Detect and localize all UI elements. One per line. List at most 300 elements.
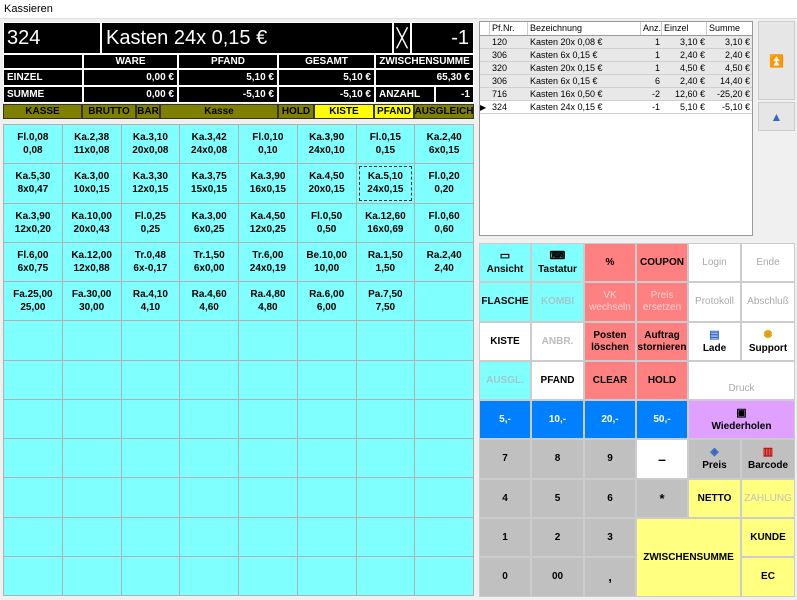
product-button[interactable]: [4, 204, 62, 242]
digit-2-button[interactable]: 2: [531, 518, 584, 557]
product-button[interactable]: [239, 243, 297, 281]
empty-product-slot[interactable]: [239, 321, 297, 359]
product-label: Fl.0,08: [17, 132, 49, 144]
empty-product-slot[interactable]: [180, 557, 238, 595]
empty-product-slot[interactable]: [357, 361, 415, 399]
empty-product-slot[interactable]: [63, 400, 121, 438]
zwischensumme-button[interactable]: ZWISCHENSUMME: [636, 518, 741, 597]
marker-col: [480, 22, 490, 35]
einzel-ware: 0,00 €: [83, 69, 178, 86]
table-cell: Kasten 16x 0,50 €: [530, 89, 603, 99]
empty-product-slot[interactable]: [357, 439, 415, 477]
header-blank: [3, 54, 83, 69]
receipt-table: [479, 21, 753, 236]
product-detail: 11x0,08: [73, 145, 110, 157]
product-label: Ka.3,90: [250, 171, 286, 183]
empty-product-slot[interactable]: [415, 282, 473, 320]
col-bezeichnung: Bezeichnung: [528, 22, 641, 35]
empty-product-slot[interactable]: [63, 518, 121, 556]
product-button[interactable]: [180, 204, 238, 242]
product-detail: 4,60: [199, 302, 219, 314]
col-summe: Summe: [709, 23, 741, 33]
support-button[interactable]: ✺ Support: [741, 322, 795, 361]
product-button[interactable]: [298, 282, 356, 320]
product-button[interactable]: [357, 164, 415, 202]
product-detail: 6x0,15: [428, 145, 460, 157]
col-einzel: Einzel: [662, 22, 707, 35]
empty-product-slot[interactable]: [63, 478, 121, 516]
table-cell: -25,20 €: [716, 89, 750, 99]
product-label: Ka.2,38: [74, 132, 110, 144]
scroll-up-button[interactable]: [758, 102, 795, 131]
lade-button[interactable]: ▤ Lade: [688, 322, 741, 361]
product-button[interactable]: [4, 243, 62, 281]
summe-ware: 0,00 €: [83, 86, 178, 103]
product-label: Fl.0,15: [369, 132, 401, 144]
product-label: Pa.7,50: [368, 289, 403, 301]
product-button[interactable]: [63, 204, 121, 242]
empty-product-slot[interactable]: [357, 321, 415, 359]
table-cell: 320: [492, 63, 508, 73]
abschluss-button[interactable]: Abschluß: [741, 282, 795, 322]
code-display: 324: [3, 22, 101, 54]
clear-button[interactable]: CLEAR: [584, 361, 636, 400]
product-button[interactable]: [122, 204, 180, 242]
protokoll-button[interactable]: Protokoll: [688, 282, 741, 322]
barcode-icon: ▥: [762, 446, 774, 458]
product-button[interactable]: [180, 125, 238, 163]
product-detail: 16x0,15: [249, 184, 286, 196]
product-detail: 24x0,15: [367, 184, 404, 196]
ausgl-button[interactable]: AUSGL.: [479, 361, 531, 400]
empty-product-slot[interactable]: [415, 518, 473, 556]
table-cell: 5,10 €: [679, 102, 705, 112]
minus-button[interactable]: –: [636, 439, 688, 479]
product-detail: 0,20: [434, 184, 454, 196]
product-label: Tr.6,00: [252, 249, 284, 261]
empty-product-slot[interactable]: [4, 518, 62, 556]
product-detail: 1,50: [375, 262, 396, 274]
product-detail: 6x0,25: [193, 223, 225, 235]
product-label: Tr.0,48: [134, 249, 166, 261]
table-cell: Kasten 6x 0,15 €: [530, 76, 598, 86]
empty-product-slot[interactable]: [415, 439, 473, 477]
table-header: [480, 22, 752, 36]
table-row[interactable]: [480, 75, 752, 88]
table-cell: 1: [654, 50, 660, 60]
cash-5-button[interactable]: 5,-: [479, 400, 531, 439]
product-detail: 2,40: [434, 262, 454, 274]
ansicht-button[interactable]: ▭ Ansicht: [479, 243, 531, 282]
table-row[interactable]: [480, 49, 752, 62]
empty-product-slot[interactable]: [63, 321, 121, 359]
empty-product-slot[interactable]: [63, 439, 121, 477]
table-row[interactable]: [480, 62, 752, 75]
table-row[interactable]: [480, 36, 752, 49]
product-detail: 12x0,88: [73, 262, 110, 274]
row-marker-icon: [480, 88, 490, 100]
anzahl-value: -1: [435, 86, 474, 103]
empty-product-slot[interactable]: [239, 400, 297, 438]
digit-1-button[interactable]: 1: [479, 518, 531, 557]
product-label: Fl.0,20: [428, 171, 460, 183]
cash-10-button[interactable]: 10,-: [531, 400, 584, 439]
product-detail: 24x0,08: [191, 145, 228, 157]
hold-button[interactable]: HOLD: [636, 361, 688, 400]
row-marker-icon: [480, 49, 490, 61]
table-cell: 6: [654, 76, 660, 86]
product-button[interactable]: [239, 125, 297, 163]
product-label: Ka.2,40: [426, 132, 462, 144]
einzel-label: EINZEL: [3, 69, 83, 86]
table-row[interactable]: [480, 101, 752, 114]
empty-product-slot[interactable]: [298, 439, 356, 477]
product-button[interactable]: [63, 282, 121, 320]
table-cell: 4,50 €: [679, 63, 705, 73]
product-label: Fl.0,25: [134, 210, 166, 222]
product-label: Ra.1,50: [367, 249, 403, 261]
kunde-button[interactable]: KUNDE: [741, 518, 795, 557]
digit-8-button[interactable]: 8: [531, 439, 584, 479]
status-brutto: BRUTTO: [82, 104, 136, 119]
table-cell: Kasten 20x 0,15 €: [530, 63, 603, 73]
product-button[interactable]: [298, 125, 356, 163]
preis-ersetzen-button[interactable]: Preis ersetzen: [636, 282, 688, 322]
table-cell: 716: [492, 89, 508, 99]
product-detail: 4,10: [140, 302, 161, 314]
digit-7-button[interactable]: 7: [479, 439, 531, 479]
table-cell: 2,40 €: [679, 50, 705, 60]
empty-product-slot[interactable]: [298, 400, 356, 438]
product-detail: 20x0,08: [132, 145, 169, 157]
einzel-gesamt: 5,10 €: [278, 69, 375, 86]
row-marker-icon: [480, 75, 490, 87]
empty-product-slot[interactable]: [180, 361, 238, 399]
product-label: Fl.0,10: [252, 132, 284, 144]
status-pfand: PFAND: [374, 104, 414, 119]
product-label: Ka.12,00: [71, 249, 112, 261]
empty-product-slot[interactable]: [415, 361, 473, 399]
table-cell: 2,40 €: [724, 50, 750, 60]
einzel-pfand: 5,10 €: [178, 69, 278, 86]
empty-product-slot[interactable]: [122, 557, 180, 595]
product-label: Ka.3,90: [309, 132, 345, 144]
empty-product-slot[interactable]: [415, 557, 473, 595]
product-grid: [3, 124, 474, 596]
product-button[interactable]: [298, 164, 356, 202]
table-cell: 14,40 €: [719, 76, 750, 86]
product-detail: 7,50: [375, 302, 396, 314]
product-label: Ka.3,90: [15, 210, 51, 222]
price-tag-icon: ◈: [710, 446, 719, 458]
row-marker-icon: [480, 62, 490, 74]
empty-product-slot[interactable]: [298, 321, 356, 359]
table-cell: 324: [492, 102, 508, 112]
product-button[interactable]: [4, 164, 62, 202]
empty-product-slot[interactable]: [180, 400, 238, 438]
digit-6-button[interactable]: 6: [584, 479, 636, 518]
product-detail: 0,50: [316, 223, 337, 235]
row-marker-icon: ▶: [480, 103, 487, 112]
empty-product-slot[interactable]: [239, 518, 297, 556]
anbr-button[interactable]: ANBR.: [531, 322, 584, 361]
empty-product-slot[interactable]: [239, 478, 297, 516]
comma-button[interactable]: ,: [584, 557, 636, 597]
product-detail: 0,15: [375, 145, 396, 157]
product-button[interactable]: [63, 125, 121, 163]
product-button[interactable]: [415, 243, 473, 281]
pfand-button[interactable]: PFAND: [531, 361, 584, 400]
empty-product-slot[interactable]: [180, 321, 238, 359]
empty-product-slot[interactable]: [63, 361, 121, 399]
empty-product-slot[interactable]: [4, 478, 62, 516]
percent-button[interactable]: %: [584, 243, 636, 282]
empty-product-slot[interactable]: [63, 557, 121, 595]
col-anz: Anz.: [643, 23, 662, 33]
product-detail: 20x0,15: [308, 184, 345, 196]
product-label: Be.10,00: [306, 249, 347, 261]
product-detail: 6x0,75: [17, 262, 49, 274]
table-cell: 4,50 €: [724, 63, 750, 73]
product-button[interactable]: [4, 125, 62, 163]
status-kiste: KISTE: [314, 104, 374, 119]
empty-product-slot[interactable]: [122, 361, 180, 399]
summe-gesamt: -5,10 €: [278, 86, 375, 103]
table-cell: Kasten 6x 0,15 €: [530, 50, 598, 60]
digit-0-button[interactable]: 0: [479, 557, 531, 597]
product-label: Ka.4,50: [309, 171, 345, 183]
product-label: Ka.5,10: [367, 171, 403, 183]
product-detail: 12x0,20: [14, 223, 51, 235]
table-cell: 120: [492, 37, 508, 47]
empty-product-slot[interactable]: [122, 439, 180, 477]
kiste-button[interactable]: KISTE: [479, 322, 531, 361]
posten-loeschen-button[interactable]: Posten löschen: [584, 322, 636, 361]
digit-9-button[interactable]: 9: [584, 439, 636, 479]
empty-product-slot[interactable]: [4, 557, 62, 595]
drawer-icon: ▤: [709, 328, 720, 341]
empty-product-slot[interactable]: [357, 478, 415, 516]
product-button[interactable]: [357, 204, 415, 242]
status-hold: HOLD: [278, 104, 314, 119]
empty-product-slot[interactable]: [122, 518, 180, 556]
table-cell: 1: [654, 37, 660, 47]
product-detail: 30,00: [79, 302, 105, 314]
summe-label: SUMME: [3, 86, 83, 103]
empty-product-slot[interactable]: [239, 439, 297, 477]
product-detail: 16x0,69: [367, 223, 404, 235]
status-mode: Kasse: [160, 104, 278, 119]
anzahl-label: ANZAHL: [375, 86, 435, 103]
empty-product-slot[interactable]: [298, 478, 356, 516]
product-detail: 10,00: [314, 262, 340, 274]
product-label: Ka.12,60: [365, 210, 406, 222]
product-detail: 12x0,15: [132, 184, 169, 196]
tastatur-button[interactable]: ⌨ Tastatur: [531, 243, 584, 282]
coupon-button[interactable]: COUPON: [636, 243, 688, 282]
product-button[interactable]: [298, 243, 356, 281]
product-label: Ka.3,75: [191, 171, 227, 183]
login-button[interactable]: Login: [688, 243, 741, 282]
product-detail: 20x0,43: [73, 223, 110, 235]
table-cell: 3,10 €: [679, 37, 705, 47]
product-label: Fl.6,00: [17, 249, 49, 261]
einzel-zwischensumme: 65,30 €: [375, 69, 474, 86]
empty-product-slot[interactable]: [357, 557, 415, 595]
product-label: Fa.30,00: [71, 289, 112, 301]
product-button[interactable]: [357, 282, 415, 320]
empty-product-slot[interactable]: [415, 321, 473, 359]
product-button[interactable]: [180, 243, 238, 281]
product-detail: 6x0,00: [193, 262, 225, 274]
zahlung-button[interactable]: ZAHLUNG: [741, 479, 795, 518]
product-detail: 0,25: [140, 223, 161, 235]
product-detail: 12x0,25: [249, 223, 286, 235]
header-pfand: PFAND: [178, 54, 278, 69]
product-label: Ra.4,80: [250, 289, 286, 301]
product-detail: 0,60: [434, 223, 454, 235]
product-label: Ka.5,30: [15, 171, 51, 183]
window-title: Kassieren: [0, 0, 797, 19]
empty-product-slot[interactable]: [4, 439, 62, 477]
product-detail: 8x0,47: [17, 184, 49, 196]
barcode-button[interactable]: ▥ Barcode: [741, 439, 795, 479]
digit-5-button[interactable]: 5: [531, 479, 584, 518]
product-button[interactable]: [180, 282, 238, 320]
product-detail: 24x0,19: [249, 262, 286, 274]
vk-wechseln-button[interactable]: VK wechseln: [584, 282, 636, 322]
product-label: Ra.6,00: [309, 289, 345, 301]
keyboard-icon: ⌨: [549, 249, 566, 262]
product-button[interactable]: [122, 164, 180, 202]
product-label: Ka.3,00: [74, 171, 110, 183]
product-detail: 6x-0,17: [133, 262, 168, 274]
product-button[interactable]: [180, 164, 238, 202]
function-keypad: [479, 243, 795, 597]
empty-product-slot[interactable]: [298, 557, 356, 595]
preis-button[interactable]: ◈ Preis: [688, 439, 741, 479]
header-ware: WARE: [83, 54, 178, 69]
product-label: Fa.25,00: [13, 289, 53, 301]
empty-product-slot[interactable]: [415, 478, 473, 516]
product-label: Ka.4,50: [250, 210, 286, 222]
multiply-button[interactable]: *: [636, 479, 688, 518]
product-button[interactable]: [63, 243, 121, 281]
status-bar: BAR: [137, 106, 159, 117]
ec-button[interactable]: EC: [741, 557, 795, 597]
cash-50-button[interactable]: 50,-: [636, 400, 688, 439]
product-button[interactable]: [415, 164, 473, 202]
product-label: Ra.4,60: [191, 289, 227, 301]
empty-product-slot[interactable]: [122, 321, 180, 359]
product-label: Tr.1,50: [193, 249, 225, 261]
item-display: Kasten 24x 0,15 €: [101, 22, 393, 54]
scroll-top-button[interactable]: [758, 21, 795, 100]
digit-3-button[interactable]: 3: [584, 518, 636, 557]
netto-button[interactable]: NETTO: [688, 479, 741, 518]
table-cell: 306: [492, 50, 508, 60]
product-detail: 15x0,15: [191, 184, 228, 196]
empty-product-slot[interactable]: [122, 400, 180, 438]
product-label: Ra.4,10: [132, 289, 168, 301]
quantity-display: -1: [411, 22, 474, 54]
empty-product-slot[interactable]: [4, 321, 62, 359]
empty-product-slot[interactable]: [415, 400, 473, 438]
header-gesamt: GESAMT: [278, 54, 375, 69]
product-button[interactable]: [357, 125, 415, 163]
flasche-button[interactable]: FLASCHE: [479, 282, 531, 322]
product-button[interactable]: [415, 204, 473, 242]
product-button[interactable]: [122, 282, 180, 320]
empty-product-slot[interactable]: [180, 439, 238, 477]
product-button[interactable]: [415, 125, 473, 163]
product-button[interactable]: [239, 164, 297, 202]
product-button[interactable]: [63, 164, 121, 202]
product-button[interactable]: [239, 282, 297, 320]
summe-pfand: -5,10 €: [178, 86, 278, 103]
kombi-button[interactable]: KOMBI: [531, 282, 584, 322]
table-cell: 12,60 €: [674, 89, 705, 99]
empty-product-slot[interactable]: [180, 478, 238, 516]
product-button[interactable]: [239, 204, 297, 242]
empty-product-slot[interactable]: [239, 361, 297, 399]
empty-product-slot[interactable]: [239, 557, 297, 595]
empty-product-slot[interactable]: [180, 518, 238, 556]
table-cell: 2,40 €: [679, 76, 705, 86]
product-button[interactable]: [357, 243, 415, 281]
empty-product-slot[interactable]: [298, 518, 356, 556]
empty-product-slot[interactable]: [357, 400, 415, 438]
digit-00-button[interactable]: 00: [531, 557, 584, 597]
status-ausgleich: AUSGLEICH: [414, 106, 474, 117]
product-detail: 0,08: [23, 145, 43, 157]
table-cell: 306: [492, 76, 508, 86]
ende-button[interactable]: Ende: [741, 243, 795, 282]
product-detail: 24x0,10: [308, 145, 345, 157]
product-detail: 6,00: [316, 302, 337, 314]
product-button[interactable]: [122, 243, 180, 281]
table-cell: 1: [654, 63, 660, 73]
product-label: Ra.2,40: [426, 249, 462, 261]
wiederholen-button[interactable]: ▣ Wiederholen: [688, 400, 795, 439]
up-arrow-icon: ▲: [770, 109, 783, 124]
empty-product-slot[interactable]: [4, 400, 62, 438]
table-cell: 3,10 €: [724, 37, 750, 47]
cash-20-button[interactable]: 20,-: [584, 400, 636, 439]
auftrag-stornieren-button[interactable]: Auftrag stornieren: [636, 322, 688, 361]
digit-4-button[interactable]: 4: [479, 479, 531, 518]
header-zwischensumme: ZWISCHENSUMME: [375, 54, 474, 69]
product-detail: 10x0,15: [73, 184, 110, 196]
table-cell: -1: [651, 102, 660, 112]
table-cell: -2: [651, 89, 660, 99]
empty-product-slot[interactable]: [298, 361, 356, 399]
druck-button[interactable]: Druck: [688, 361, 795, 400]
product-label: Ka.3,42: [191, 132, 227, 144]
empty-product-slot[interactable]: [122, 478, 180, 516]
product-detail: 4,80: [258, 302, 278, 314]
table-row[interactable]: [480, 88, 752, 101]
product-button[interactable]: [298, 204, 356, 242]
product-button[interactable]: [122, 125, 180, 163]
empty-product-slot[interactable]: [4, 361, 62, 399]
view-icon: ▭: [499, 249, 511, 262]
empty-product-slot[interactable]: [357, 518, 415, 556]
repeat-icon: ▣: [736, 406, 747, 419]
product-label: Fl.0,60: [428, 210, 460, 222]
product-button[interactable]: [4, 282, 62, 320]
product-detail: 0,10: [258, 145, 278, 157]
